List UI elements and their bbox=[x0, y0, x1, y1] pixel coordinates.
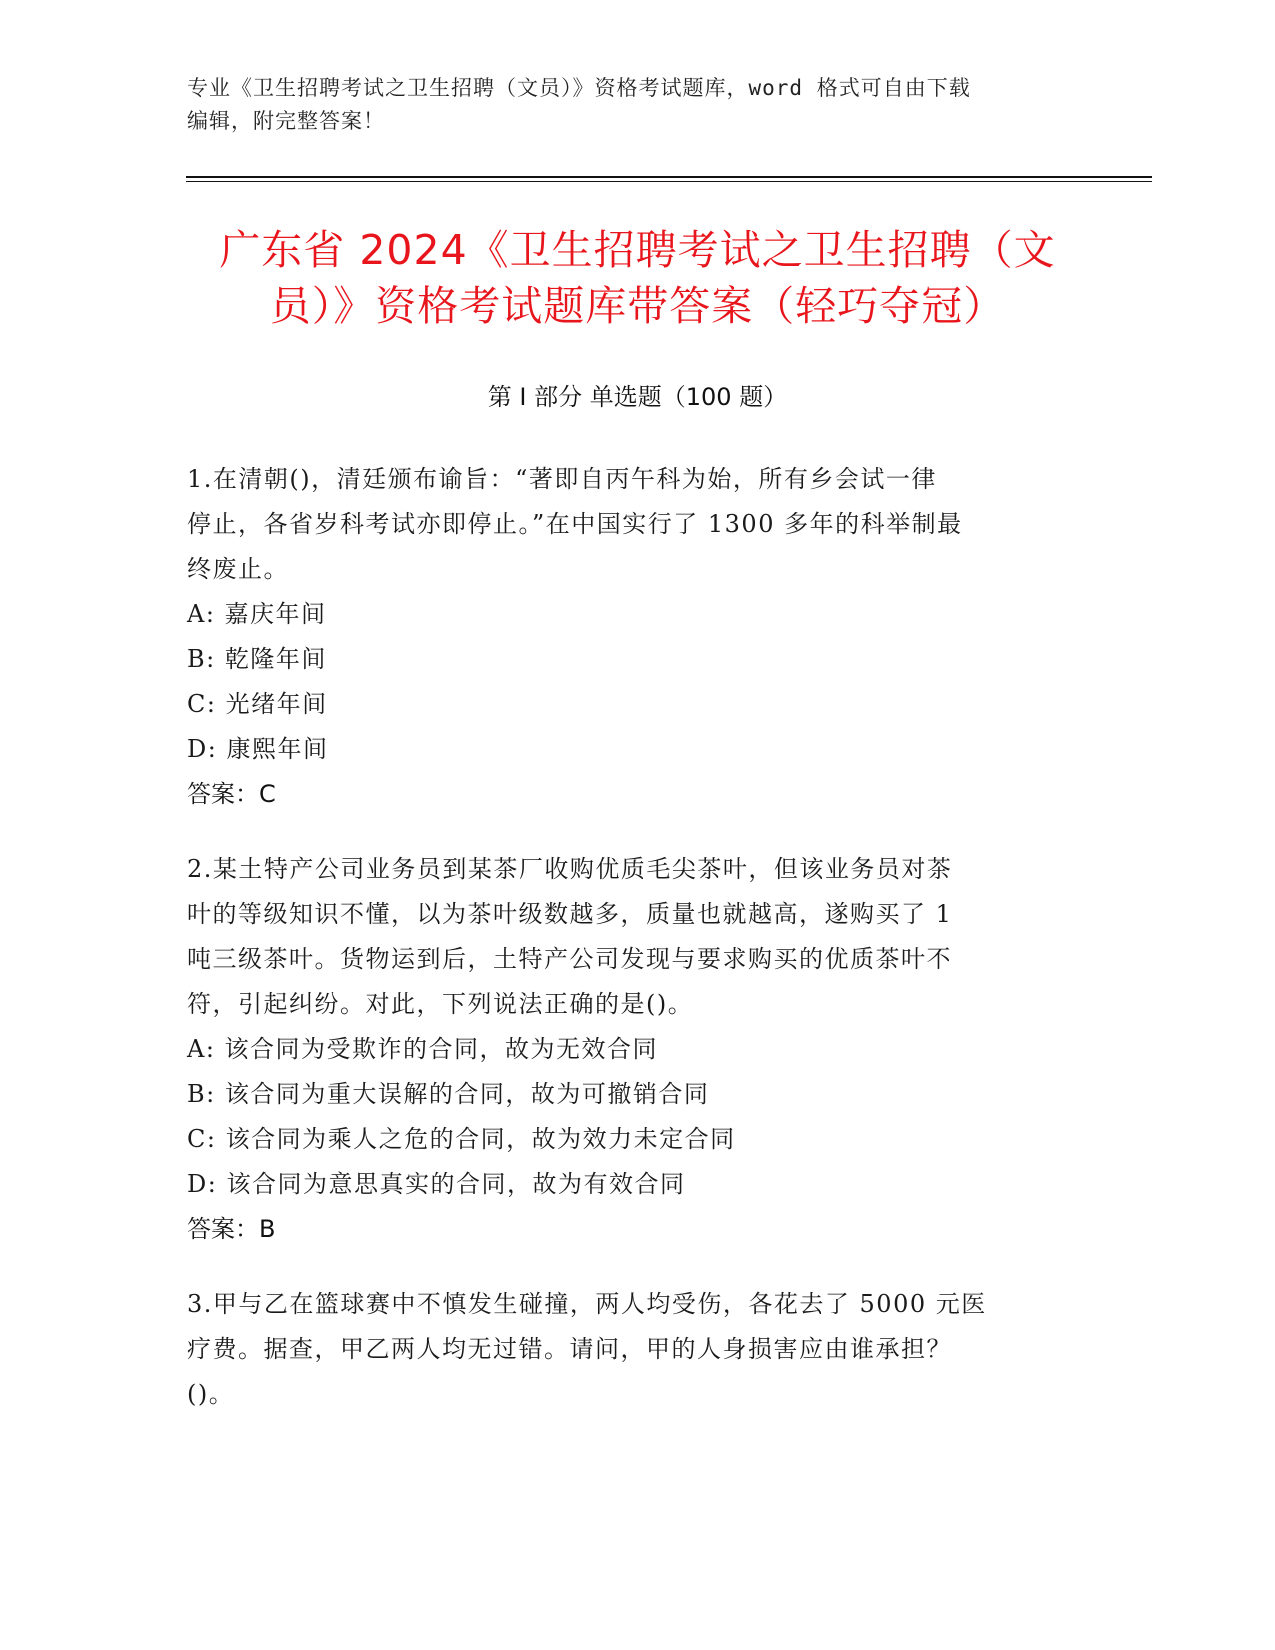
question-3 bbox=[187, 1282, 1077, 1417]
option-d: D: 康熙年间 bbox=[187, 735, 329, 763]
question-stem-line: 叶的等级知识不懂，以为茶叶级数越多，质量也就越高，遂购买了 1 bbox=[187, 900, 953, 928]
option-a: A: 嘉庆年间 bbox=[187, 600, 327, 628]
header-divider-thin bbox=[186, 181, 1152, 182]
option-b: B: 乾隆年间 bbox=[187, 645, 327, 673]
header-divider-thick bbox=[186, 176, 1152, 178]
question-stem-line: 吨三级茶叶。货物运到后，土特产公司发现与要求购买的优质茶叶不 bbox=[187, 945, 952, 973]
document-title bbox=[150, 222, 1125, 334]
question-stem-line: 终废止。 bbox=[187, 555, 289, 583]
question-stem-line: 2.某土特产公司业务员到某茶厂收购优质毛尖茶叶，但该业务员对茶 bbox=[187, 855, 953, 883]
question-1 bbox=[187, 457, 1077, 817]
question-stem bbox=[187, 457, 1077, 592]
document-title-line-2: 员）》资格考试题库带答案（轻巧夺冠） bbox=[269, 282, 1006, 330]
question-2 bbox=[187, 847, 1077, 1252]
header-note-line-1: 专业《卫生招聘考试之卫生招聘（文员）》资格考试题库，word 格式可自由下载 bbox=[187, 76, 971, 100]
option-c: C: 该合同为乘人之危的合同，故为效力未定合同 bbox=[187, 1125, 736, 1153]
section-title: 第 I 部分 单选题（100 题） bbox=[487, 383, 788, 411]
option-d: D: 该合同为意思真实的合同，故为有效合同 bbox=[187, 1170, 686, 1198]
option-c: C: 光绪年间 bbox=[187, 690, 328, 718]
question-stem-line: 停止，各省岁科考试亦即停止。”在中国实行了 1300 多年的科举制最 bbox=[187, 510, 963, 538]
question-stem-line: 1.在清朝()，清廷颁布谕旨：“著即自丙午科为始，所有乡会试一律 bbox=[187, 465, 937, 493]
option-b: B: 该合同为重大误解的合同，故为可撤销合同 bbox=[187, 1080, 710, 1108]
document-title-line-1: 广东省 2024《卫生招聘考试之卫生招聘（文 bbox=[219, 226, 1056, 274]
question-stem bbox=[187, 1282, 1077, 1417]
question-stem-line: ()。 bbox=[187, 1380, 235, 1408]
header-note bbox=[187, 72, 1087, 138]
header-note-line-2: 编辑，附完整答案！ bbox=[187, 109, 385, 133]
question-stem-line: 符，引起纠纷。对此，下列说法正确的是()。 bbox=[187, 990, 694, 1018]
question-stem-line: 疗费。据查，甲乙两人均无过错。请问，甲的人身损害应由谁承担？ bbox=[187, 1335, 952, 1363]
question-stem bbox=[187, 847, 1077, 1027]
answer-label: 答案：C bbox=[187, 780, 276, 808]
answer-label: 答案：B bbox=[187, 1215, 276, 1243]
question-stem-line: 3.甲与乙在篮球赛中不慎发生碰撞，两人均受伤，各花去了 5000 元医 bbox=[187, 1290, 987, 1318]
option-a: A: 该合同为受欺诈的合同，故为无效合同 bbox=[187, 1035, 659, 1063]
